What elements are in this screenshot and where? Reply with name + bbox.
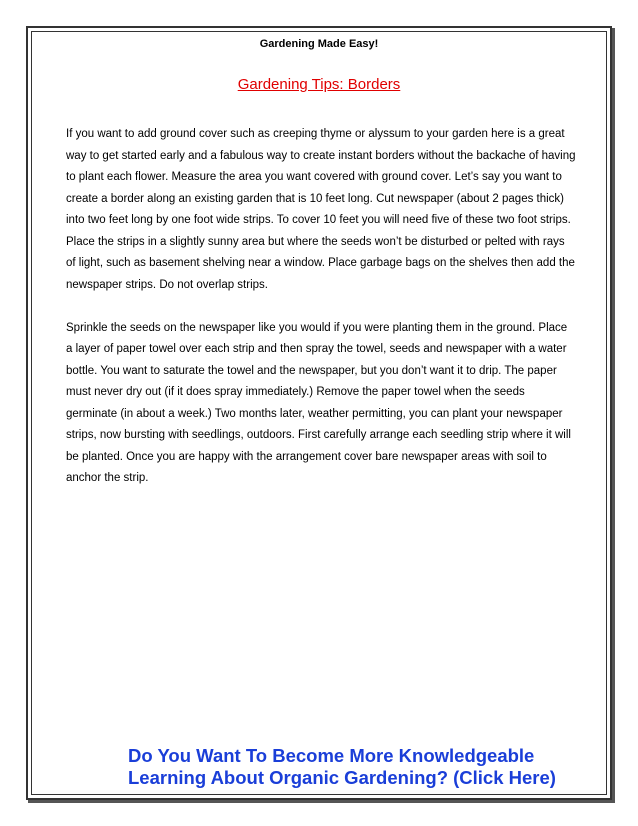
page-header: Gardening Made Easy! — [259, 38, 379, 50]
organic-gardening-link[interactable] — [0, 745, 638, 789]
paragraph-2: Sprinkle the seeds on the newspaper like you would if you were planting them in the ground. Place a layer of paper towel over each strip and then spray the towel, seeds and newspaper with a water bottle. You want to saturate the towel and the newspaper, but you don’t want it to drip. The paper must never dry out (if it does spray immediately.) Remove the paper towel when the seeds germinate (in about a week.) Two months later, weather permitting, you can plant your newspaper strips, now bursting with seedlings, outdoors. First carefully arrange each seedling strip where it will be planted. Once you are happy with the arrangement cover bare newspaper areas with soil to anchor the strip. — [66, 321, 571, 484]
page-title: Gardening Tips: Borders — [237, 76, 401, 93]
page-border-shadow-right — [612, 28, 615, 803]
article-body — [66, 124, 576, 511]
cta-line-1[interactable]: Do You Want To Become More Knowledgeable — [128, 745, 535, 766]
cta-line-2[interactable]: Learning About Organic Gardening? (Click Here) — [128, 767, 556, 788]
page-border-shadow-bottom — [28, 800, 615, 803]
paragraph-1: If you want to add ground cover such as creeping thyme or alyssum to your garden here is a great way to get started early and a fabulous way to create instant borders without the backache of having to plant each flower. Measure the area you want covered with ground cover. Let’s say you want to create a border along an existing garden that is 10 feet long. Cut newspaper (about 2 pages thick) into two feet long by one foot wide strips. To cover 10 feet you will need five of these two foot strips. Place the strips in a slightly sunny area but where the seeds won’t be disturbed or pelted with rays of light, such as basement shelving near a window. Place garbage bags on the shelves then add the newspaper strips. Do not overlap strips. — [66, 128, 576, 291]
